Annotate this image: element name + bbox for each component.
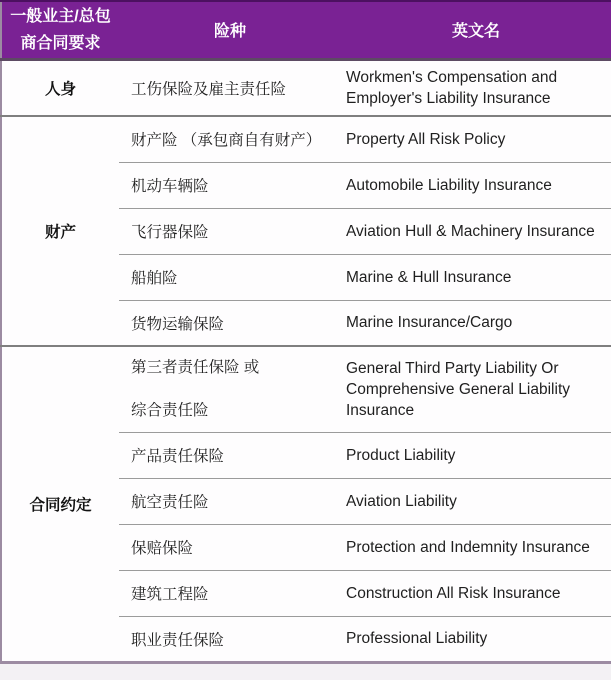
insurance-type-cell: 飞行器保险 (119, 208, 341, 254)
insurance-type-line1: 第三者责任保险 或 (131, 358, 260, 376)
insurance-type-line2: 综合责任险 (131, 401, 209, 419)
english-name-cell: Professional Liability (341, 616, 611, 662)
header-row (1, 1, 611, 59)
insurance-type-cell: 保赔保险 (119, 524, 341, 570)
insurance-type-cell: 货物运输保险 (119, 300, 341, 346)
english-name-cell: General Third Party Liability Or Comprehensive General Liability Insurance (341, 346, 611, 432)
insurance-type-cell: 机动车辆险 (119, 162, 341, 208)
table-row (1, 59, 611, 116)
english-name-cell: Aviation Hull & Machinery Insurance (341, 208, 611, 254)
english-name-cell: Marine Insurance/Cargo (341, 300, 611, 346)
category-cell: 财产 (1, 116, 119, 346)
header-contract-requirement-line2: 商合同要求 (20, 34, 101, 52)
insurance-type-cell: 工伤保险及雇主责任险 (119, 59, 341, 116)
insurance-type-cell: 产品责任保险 (119, 432, 341, 478)
english-name-cell: Workmen's Compensation and Employer's Liability Insurance (341, 59, 611, 116)
category-cell: 人身 (1, 59, 119, 116)
header-contract-requirement (1, 1, 119, 59)
english-name-cell: Construction All Risk Insurance (341, 570, 611, 616)
group-property (1, 116, 611, 346)
english-name-cell: Protection and Indemnity Insurance (341, 524, 611, 570)
category-cell: 合同约定 (1, 346, 119, 662)
insurance-type-cell: 建筑工程险 (119, 570, 341, 616)
insurance-type-cell (119, 346, 341, 432)
table-row (1, 346, 611, 432)
english-name-cell: Automobile Liability Insurance (341, 162, 611, 208)
group-personal (1, 59, 611, 116)
english-name-cell: Aviation Liability (341, 478, 611, 524)
insurance-type-cell: 航空责任险 (119, 478, 341, 524)
group-contract-agreed (1, 346, 611, 662)
english-name-cell: Property All Risk Policy (341, 116, 611, 162)
english-name-cell: Product Liability (341, 432, 611, 478)
insurance-type-cell: 职业责任保险 (119, 616, 341, 662)
table-row (1, 116, 611, 162)
table-header (1, 1, 611, 59)
header-english-name: 英文名 (341, 1, 611, 59)
insurance-type-cell: 财产险 （承包商自有财产） (119, 116, 341, 162)
insurance-type-cell: 船舶险 (119, 254, 341, 300)
header-contract-requirement-line1: 一般业主/总包 (10, 7, 111, 25)
header-insurance-type: 险种 (119, 1, 341, 59)
english-name-cell: Marine & Hull Insurance (341, 254, 611, 300)
